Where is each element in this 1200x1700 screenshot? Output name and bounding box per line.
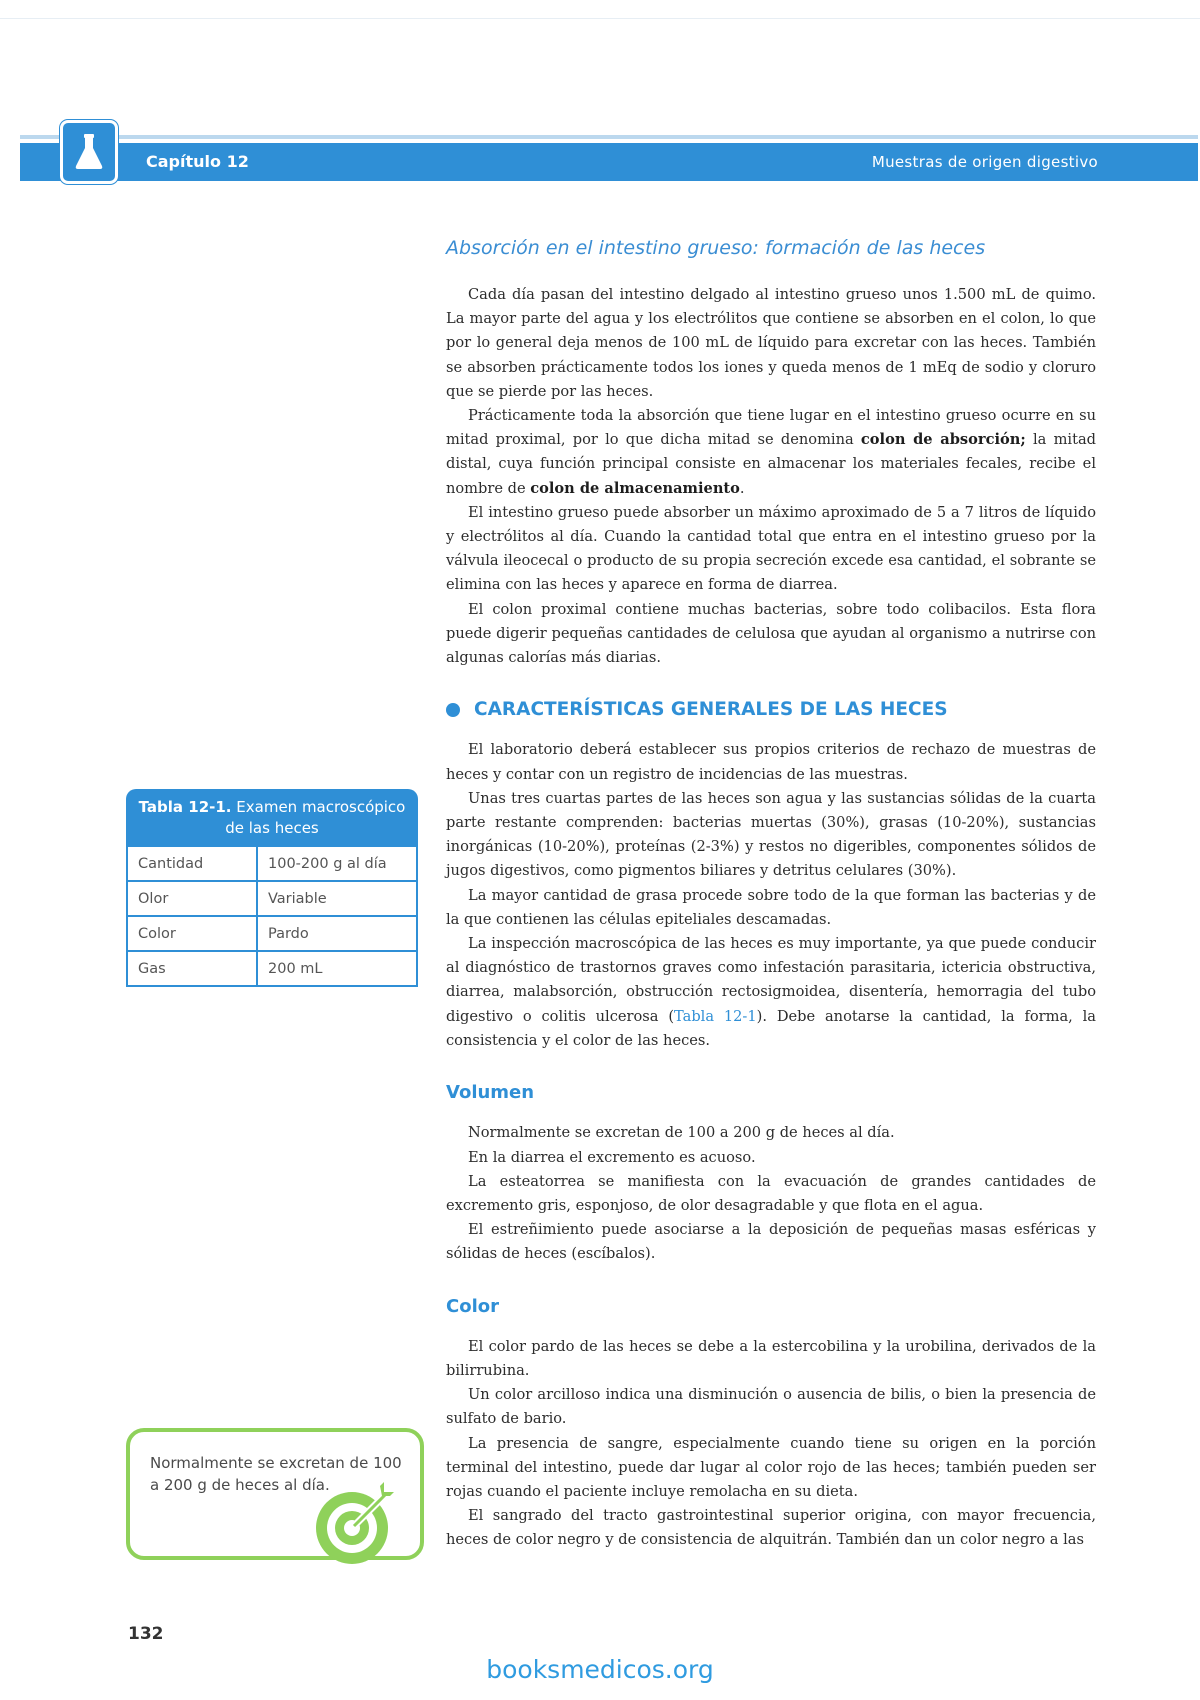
paragraph: Un color arcilloso indica una disminución o ausencia de bilis, o bien la presencia de sulfato de bario. [446, 1386, 1096, 1428]
table-caption: Examen macroscópico de las heces [225, 798, 406, 837]
text-run: la mitad distal, cuya función principal consiste en almacenar los materiales fecales, recibe el nombre de [446, 431, 1097, 497]
table-number: Tabla 12-1. [138, 798, 232, 816]
table-cell-value: 100-200 g al día [257, 847, 417, 881]
table-title [126, 789, 418, 847]
text-run: . [739, 479, 745, 497]
note-box [126, 1428, 424, 1560]
text-run: La inspección macroscópica de las heces es muy importante, ya que puede conducir al diagnóstico de trastornos graves como infestación parasitaria, ictericia obstructiva, diarrea, malabsorción, obstrucción rectosigmoidea, disentería, hemorragia del tubo digestivo o colitis ulcerosa ( [446, 935, 1096, 1025]
paragraph: El laboratorio deberá establecer sus propios criterios de rechazo de muestras de heces y contar con un registro de incidencias de las muestras. [446, 741, 1096, 783]
paragraph: El color pardo de las heces se debe a la estercobilina y la urobilina, derivados de la bilirrubina. [446, 1337, 1096, 1379]
chapter-label: Capítulo 12 [146, 152, 249, 171]
table-cell-label: Olor [127, 881, 257, 916]
text-run: ). Debe anotarse la cantidad, la forma, la consistencia y el color de las heces. [446, 1007, 1096, 1049]
paragraph: Cada día pasan del intestino delgado al intestino grueso unos 1.500 mL de quimo. La mayor parte del agua y los electrólitos que contiene se absorben en el colon, lo que por lo general deja menos de 100 mL de líquido para excretar con las heces. También se absorben prácticamente todos los iones y queda menos de 1 mEq de sodio y cloruro que se pierde por las heces. [446, 286, 1096, 400]
bold-term: colon de almacenamiento [530, 479, 740, 497]
table-cell-label: Gas [127, 951, 257, 986]
bold-term: colon de absorción; [860, 431, 1026, 449]
table-row [127, 916, 417, 951]
top-rule [0, 18, 1200, 19]
paragraph: Unas tres cuartas partes de las heces son agua y las sustancias sólidas de la cuarta parte restante comprenden: bacterias muertas (30%), grasas (10-20%), sustancias inorgánicas (10-20%), proteínas (2-3%) y restos no digeribles, componentes sólidos de jugos digestivos, como pigmentos biliares y detritus celulares (30%). [446, 789, 1096, 880]
paragraph: El colon proximal contiene muchas bacterias, sobre todo colibacilos. Esta flora puede digerir pequeñas cantidades de celulosa que ayudan al organismo a nutrirse con algunas calorías más diarias. [446, 600, 1096, 667]
paragraph [446, 404, 1096, 501]
paragraph: Normalmente se excretan de 100 a 200 g de heces al día. [468, 1124, 895, 1142]
table-row [127, 951, 417, 986]
footer-watermark[interactable]: booksmedicos.org [486, 1655, 714, 1684]
bullet-dot-icon [446, 703, 460, 717]
table-cell-label: Color [127, 916, 257, 951]
main-column [446, 236, 1096, 1553]
paragraph: La presencia de sangre, especialmente cuando tiene su origen en la porción terminal del intestino, puede dar lugar al color rojo de las heces; también pueden ser rojas cuando el paciente incluye remolacha en su dieta. [446, 1434, 1096, 1500]
table-body [126, 847, 418, 987]
paragraph: El intestino grueso puede absorber un máximo aproximado de 5 a 7 litros de líquido y electrólitos al día. Cuando la cantidad total que entra en el intestino grueso por la válvula ileocecal o producto de su propia secreción excede esa cantidad, el sobrante se elimina con las heces y aparece en forma de diarrea. [446, 503, 1096, 594]
paragraph: El estreñimiento puede asociarse a la deposición de pequeñas masas esféricas y sólidas de heces (escíbalos). [446, 1221, 1096, 1263]
page-number: 132 [128, 1624, 164, 1644]
paragraph [446, 932, 1096, 1053]
section-heading [446, 698, 1096, 722]
volumen-heading: Volumen [446, 1082, 535, 1104]
table-reference-link[interactable]: Tabla 12-1 [674, 1007, 757, 1025]
section-heading-text: CARACTERÍSTICAS GENERALES DE LAS HECES [474, 699, 948, 721]
table-cell-label: Cantidad [127, 847, 257, 881]
section-label: Muestras de origen digestivo [871, 153, 1098, 171]
paragraph: La esteatorrea se manifiesta con la evacuación de grandes cantidades de excremento gris, esponjoso, de olor desagradable y que flota en el agua. [446, 1172, 1096, 1214]
flask-icon [60, 120, 118, 184]
paragraph: La mayor cantidad de grasa procede sobre todo de la que forman las bacterias y de la que contienen las células epiteliales descamadas. [446, 886, 1096, 928]
paragraph: El sangrado del tracto gastrointestinal superior origina, con mayor frecuencia, heces de color negro y de consistencia de alquitrán. También dan un color negro a las [446, 1507, 1096, 1549]
text-run: Prácticamente toda la absorción que tiene lugar en el intestino grueso ocurre en su mitad proximal, por lo que dicha mitad se denomina [446, 407, 1096, 449]
target-icon [310, 1478, 400, 1568]
table-cell-value: 200 mL [257, 951, 417, 986]
table-12-1 [126, 789, 418, 987]
note-text: Normalmente se excretan de 100 a 200 g de heces al día. [150, 1454, 402, 1494]
subheading: Absorción en el intestino grueso: formación de las heces [446, 237, 986, 259]
table-cell-value: Variable [257, 881, 417, 916]
table-cell-value: Pardo [257, 916, 417, 951]
color-heading: Color [446, 1295, 499, 1317]
table-row [127, 881, 417, 916]
paragraph: En la diarrea el excremento es acuoso. [468, 1148, 756, 1166]
table-row [127, 847, 417, 881]
chapter-header [20, 143, 1198, 181]
